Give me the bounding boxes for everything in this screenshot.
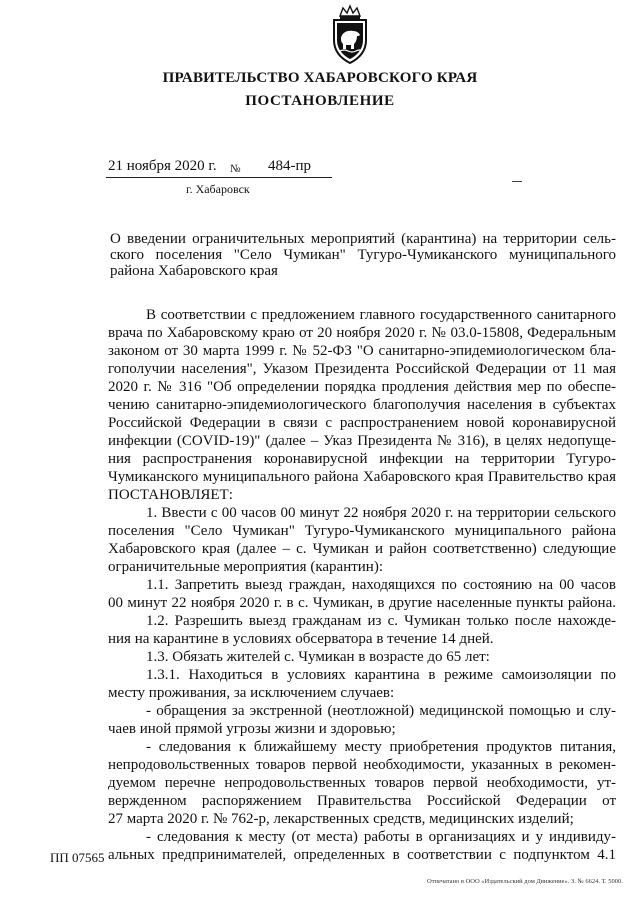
document-city: г. Хабаровск: [186, 182, 250, 196]
body-line: В соответствии с предложением главного государственного санитарного: [146, 307, 616, 323]
body-line: законом от 30 марта 1999 г. № 52-ФЗ "О санитарно-эпидемиологическом бла-: [108, 343, 616, 359]
body-line: ПОСТАНОВЛЯЕТ:: [108, 487, 233, 503]
body-line: вержденном распоряжением Правительства Российской Федерации от: [108, 793, 616, 809]
body-line: ограничительные мероприятия (карантин):: [108, 559, 383, 575]
body-line: поселения "Село Чумикан" Тугуро-Чумиканского муниципального района: [108, 523, 616, 539]
body-line: - следования к ближайшему месту приобретения продуктов питания,: [146, 739, 616, 755]
body-line: 1.2. Разрешить выезд гражданам из с. Чумикан только после нахожде-: [146, 613, 616, 629]
body-line: ния распространения коронавирусной инфекции на территории Тугуро-: [108, 451, 616, 467]
body-line: - следования к месту (от места) работы в организациях и у индивиду-: [146, 829, 616, 845]
khabarovsk-coat-of-arms-icon: [324, 4, 376, 66]
subject-line: О введении ограничительных мероприятий (карантина) на территории сель-: [110, 231, 616, 247]
body-line: - обращения за экстренной (неотложной) медицинской помощью и слу-: [146, 703, 616, 719]
body-line: дуемом перечне непродовольственных товаров первой необходимости, ут-: [108, 775, 616, 791]
number-sign: №: [230, 163, 241, 175]
right-mark: [512, 181, 522, 182]
body-line: альных предпринимателей, определенных в соответствии с подпунктом 4.1: [108, 847, 616, 863]
body-line: 1.1. Запретить выезд граждан, находящихся по состоянию на 00 часов: [146, 577, 616, 593]
body-line: гополучии населения", Указом Президента Российской Федерации от 11 мая: [108, 361, 616, 377]
body-line: месту проживания, за исключением случаев:: [108, 685, 395, 701]
body-line: 27 марта 2020 г. № 762-р, лекарственных средств, медицинских изделий;: [108, 811, 574, 827]
print-note: Отпечатано в ООО «Издательский дом Движение». З. № 6624. Т. 5000.: [427, 878, 623, 885]
body-line: 1.3. Обязать жителей с. Чумикан в возрасте до 65 лет:: [146, 649, 490, 665]
body-line: чению санитарно-эпидемиологического благополучия населения в субъектах: [108, 397, 616, 413]
body-line: инфекции (COVID-19)" (далее – Указ Президента № 316), в целях недопуще-: [108, 433, 616, 449]
document-date: 21 ноября 2020 г.: [108, 158, 217, 174]
body-line: 1.3.1. Находиться в условиях карантина в режиме самоизоляции по: [146, 667, 616, 683]
body-line: Российской Федерации в связи с распространением новой коронавирусной: [108, 415, 616, 431]
body-line: ния на карантине в условиях обсерватора в течение 14 дней.: [108, 631, 494, 647]
date-number-underline: [106, 177, 332, 178]
body-line: Чумиканского муниципального района Хабаровского края Правительство края: [108, 469, 616, 485]
body-line: 00 минут 22 ноября 2020 г. в с. Чумикан, в другие населенные пункты района.: [108, 595, 616, 611]
body-line: Хабаровского края (далее – с. Чумикан и район соответственно) следующие: [108, 541, 616, 557]
government-title: ПРАВИТЕЛЬСТВО ХАБАРОВСКОГО КРАЯ: [162, 70, 478, 86]
body-line: непродовольственных товаров первой необходимости, указанных в рекомен-: [108, 757, 616, 773]
body-line: 2020 г. № 316 "Об определении порядка продления действия мер по обеспе-: [108, 379, 616, 395]
body-line: чаев иной прямой угрозы жизни и здоровью;: [108, 721, 396, 737]
body-line: 1. Ввести с 00 часов 00 минут 22 ноября 2020 г. на территории сельского: [146, 505, 616, 521]
document-type: ПОСТАНОВЛЕНИЕ: [245, 93, 395, 109]
body-line: врача по Хабаровскому краю от 20 ноября 2020 г. № 03.0-15808, Федеральным: [108, 325, 616, 341]
subject-line: района Хабаровского края: [110, 263, 278, 279]
document-number: 484-пр: [268, 158, 312, 174]
subject-line: ского поселения "Село Чумикан" Тугуро-Чумиканского муниципального: [110, 247, 616, 263]
document-subject: [110, 231, 616, 279]
document-body: [108, 306, 616, 864]
footer-code: ПП 07565: [50, 850, 105, 865]
